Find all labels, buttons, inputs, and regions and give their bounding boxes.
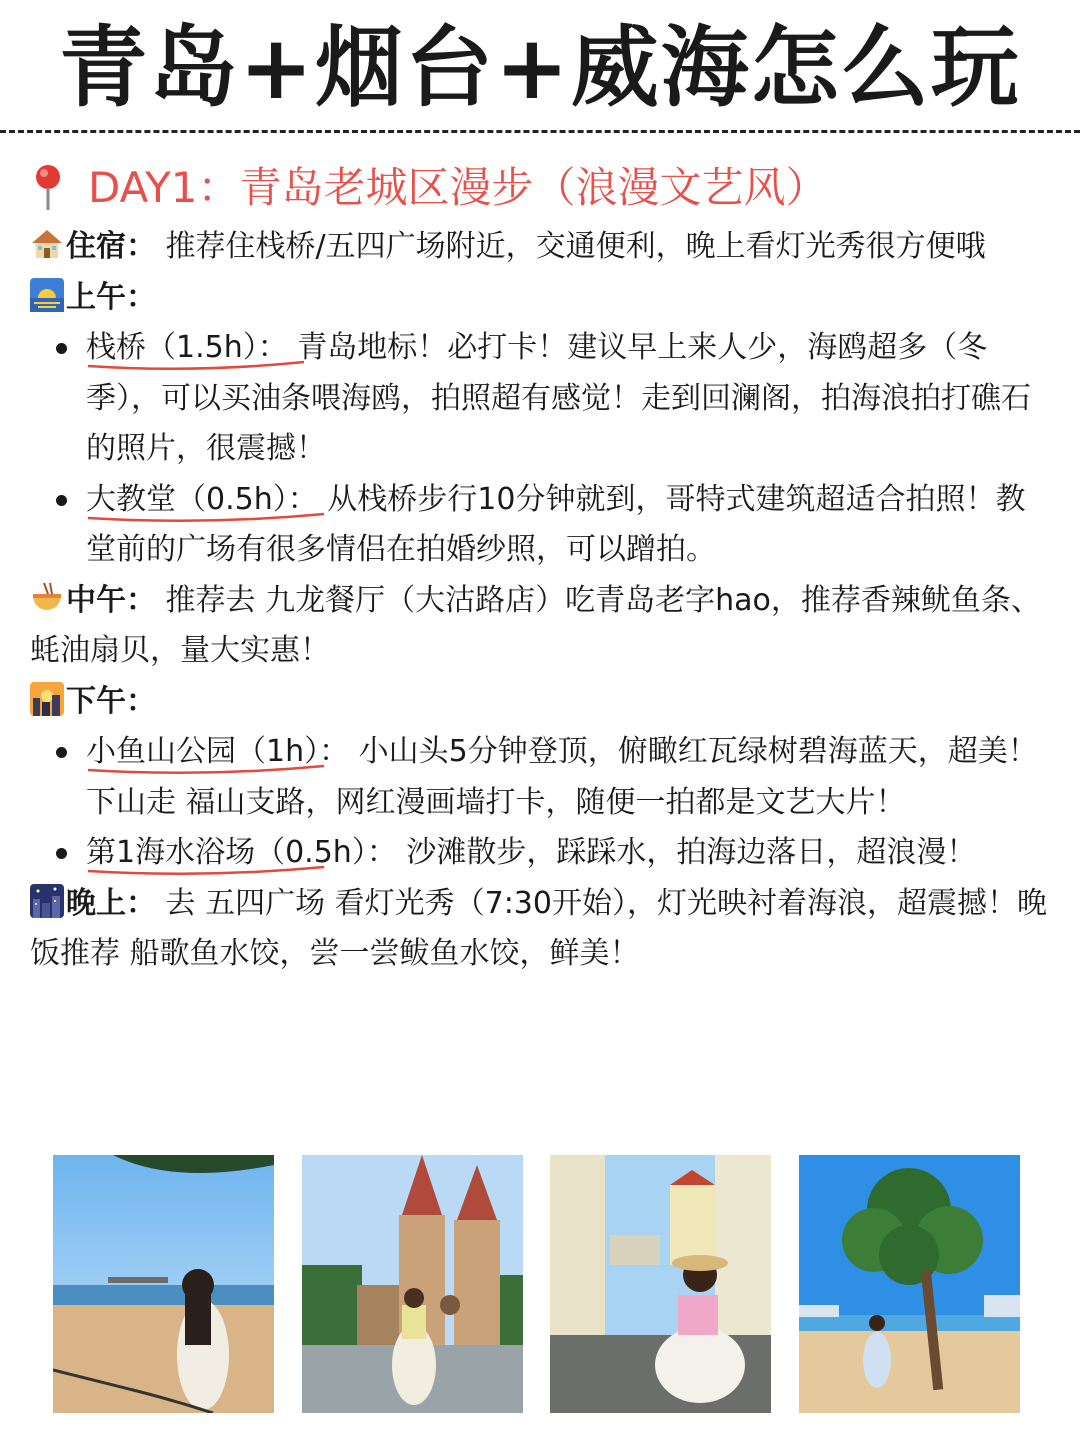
list-item xyxy=(30,727,1050,828)
morning-row xyxy=(30,273,1050,324)
noon-label: 中午： xyxy=(66,582,156,618)
night-city-icon xyxy=(30,884,64,918)
noon-text: 推荐去 九龙餐厅（大沽路店）吃青岛老字hao，推荐香辣鱿鱼条、蚝油扇贝，量大实惠！ xyxy=(30,582,1041,668)
red-underline xyxy=(86,359,306,371)
list-item xyxy=(30,828,1050,879)
red-underline xyxy=(86,763,326,775)
lodging-text: 推荐住栈桥/五四广场附近，交通便利，晚上看灯光秀很方便哦 xyxy=(156,229,986,264)
spot-name: 大教堂（0.5h） xyxy=(86,481,288,517)
list-item xyxy=(30,323,1050,475)
bullet-dot xyxy=(56,747,67,758)
bullet-dot xyxy=(56,495,67,506)
spot-name: 栈桥（1.5h） xyxy=(86,330,258,365)
city-sunset-icon xyxy=(30,682,64,716)
evening-row xyxy=(30,879,1050,980)
day1-heading xyxy=(30,158,827,218)
cathedral-photo xyxy=(302,1155,523,1413)
afternoon-row xyxy=(30,677,1050,728)
map-pin-icon xyxy=(30,162,66,212)
itinerary-body xyxy=(30,222,1050,980)
spot-desc: ： 青岛地标！必打卡！建议早上来人少，海鸥超多（冬季），可以买油条喂海鸥，拍照超有感觉！走到回澜阁，拍海浪拍打礁石的照片，很震撼！ xyxy=(86,330,1031,466)
spot-name-underlined xyxy=(86,734,319,769)
bullet-dot xyxy=(56,848,67,859)
noodle-bowl-icon xyxy=(30,581,64,615)
evening-label: 晚上： xyxy=(66,885,156,921)
evening-text: 去 五四广场 看灯光秀（7:30开始），灯光映衬着海浪，超震撼！晚饭推荐 船歌鱼水饺，尝一尝鲅鱼水饺，鲜美！ xyxy=(30,885,1047,971)
morning-label: 上午： xyxy=(66,279,156,315)
spot-desc: ： 从栈桥步行10分钟就到，哥特式建筑超适合拍照！教堂前的广场有很多情侣在拍婚纱照，可以蹭拍。 xyxy=(86,481,1026,567)
red-underline xyxy=(86,864,326,876)
list-item xyxy=(30,475,1050,576)
afternoon-label: 下午： xyxy=(66,683,156,719)
spot-desc: ： 沙滩散步，踩踩水，拍海边落日，超浪漫！ xyxy=(366,835,977,870)
lodging-label: 住宿： xyxy=(66,229,156,264)
noon-row xyxy=(30,576,1050,677)
beach-photo xyxy=(53,1155,274,1413)
spot-desc: ： 小山头5分钟登顶，俯瞰红瓦绿树碧海蓝天，超美！下山走 福山支路，网红漫画墙打卡，随便一拍都是文艺大片！ xyxy=(86,734,1038,820)
page-title: 青岛+烟台+威海怎么玩 xyxy=(59,16,1021,119)
day1-heading-text: DAY1：青岛老城区漫步（浪漫文艺风） xyxy=(88,163,828,212)
photo-strip xyxy=(53,1155,1021,1413)
tree-beach-photo xyxy=(799,1155,1020,1413)
spot-name-underlined xyxy=(86,835,367,870)
bullet-dot xyxy=(56,343,67,354)
sunrise-icon xyxy=(30,278,64,312)
street-photo xyxy=(550,1155,771,1413)
house-icon xyxy=(30,227,64,261)
spot-name: 小鱼山公园（1h） xyxy=(86,734,320,769)
spot-name: 第1海水浴场（0.5h） xyxy=(86,835,367,870)
dashed-divider xyxy=(0,130,1080,133)
spot-name-underlined xyxy=(86,482,288,517)
red-underline xyxy=(86,511,326,523)
spot-name-underlined xyxy=(86,330,258,365)
lodging-row xyxy=(30,222,1050,273)
